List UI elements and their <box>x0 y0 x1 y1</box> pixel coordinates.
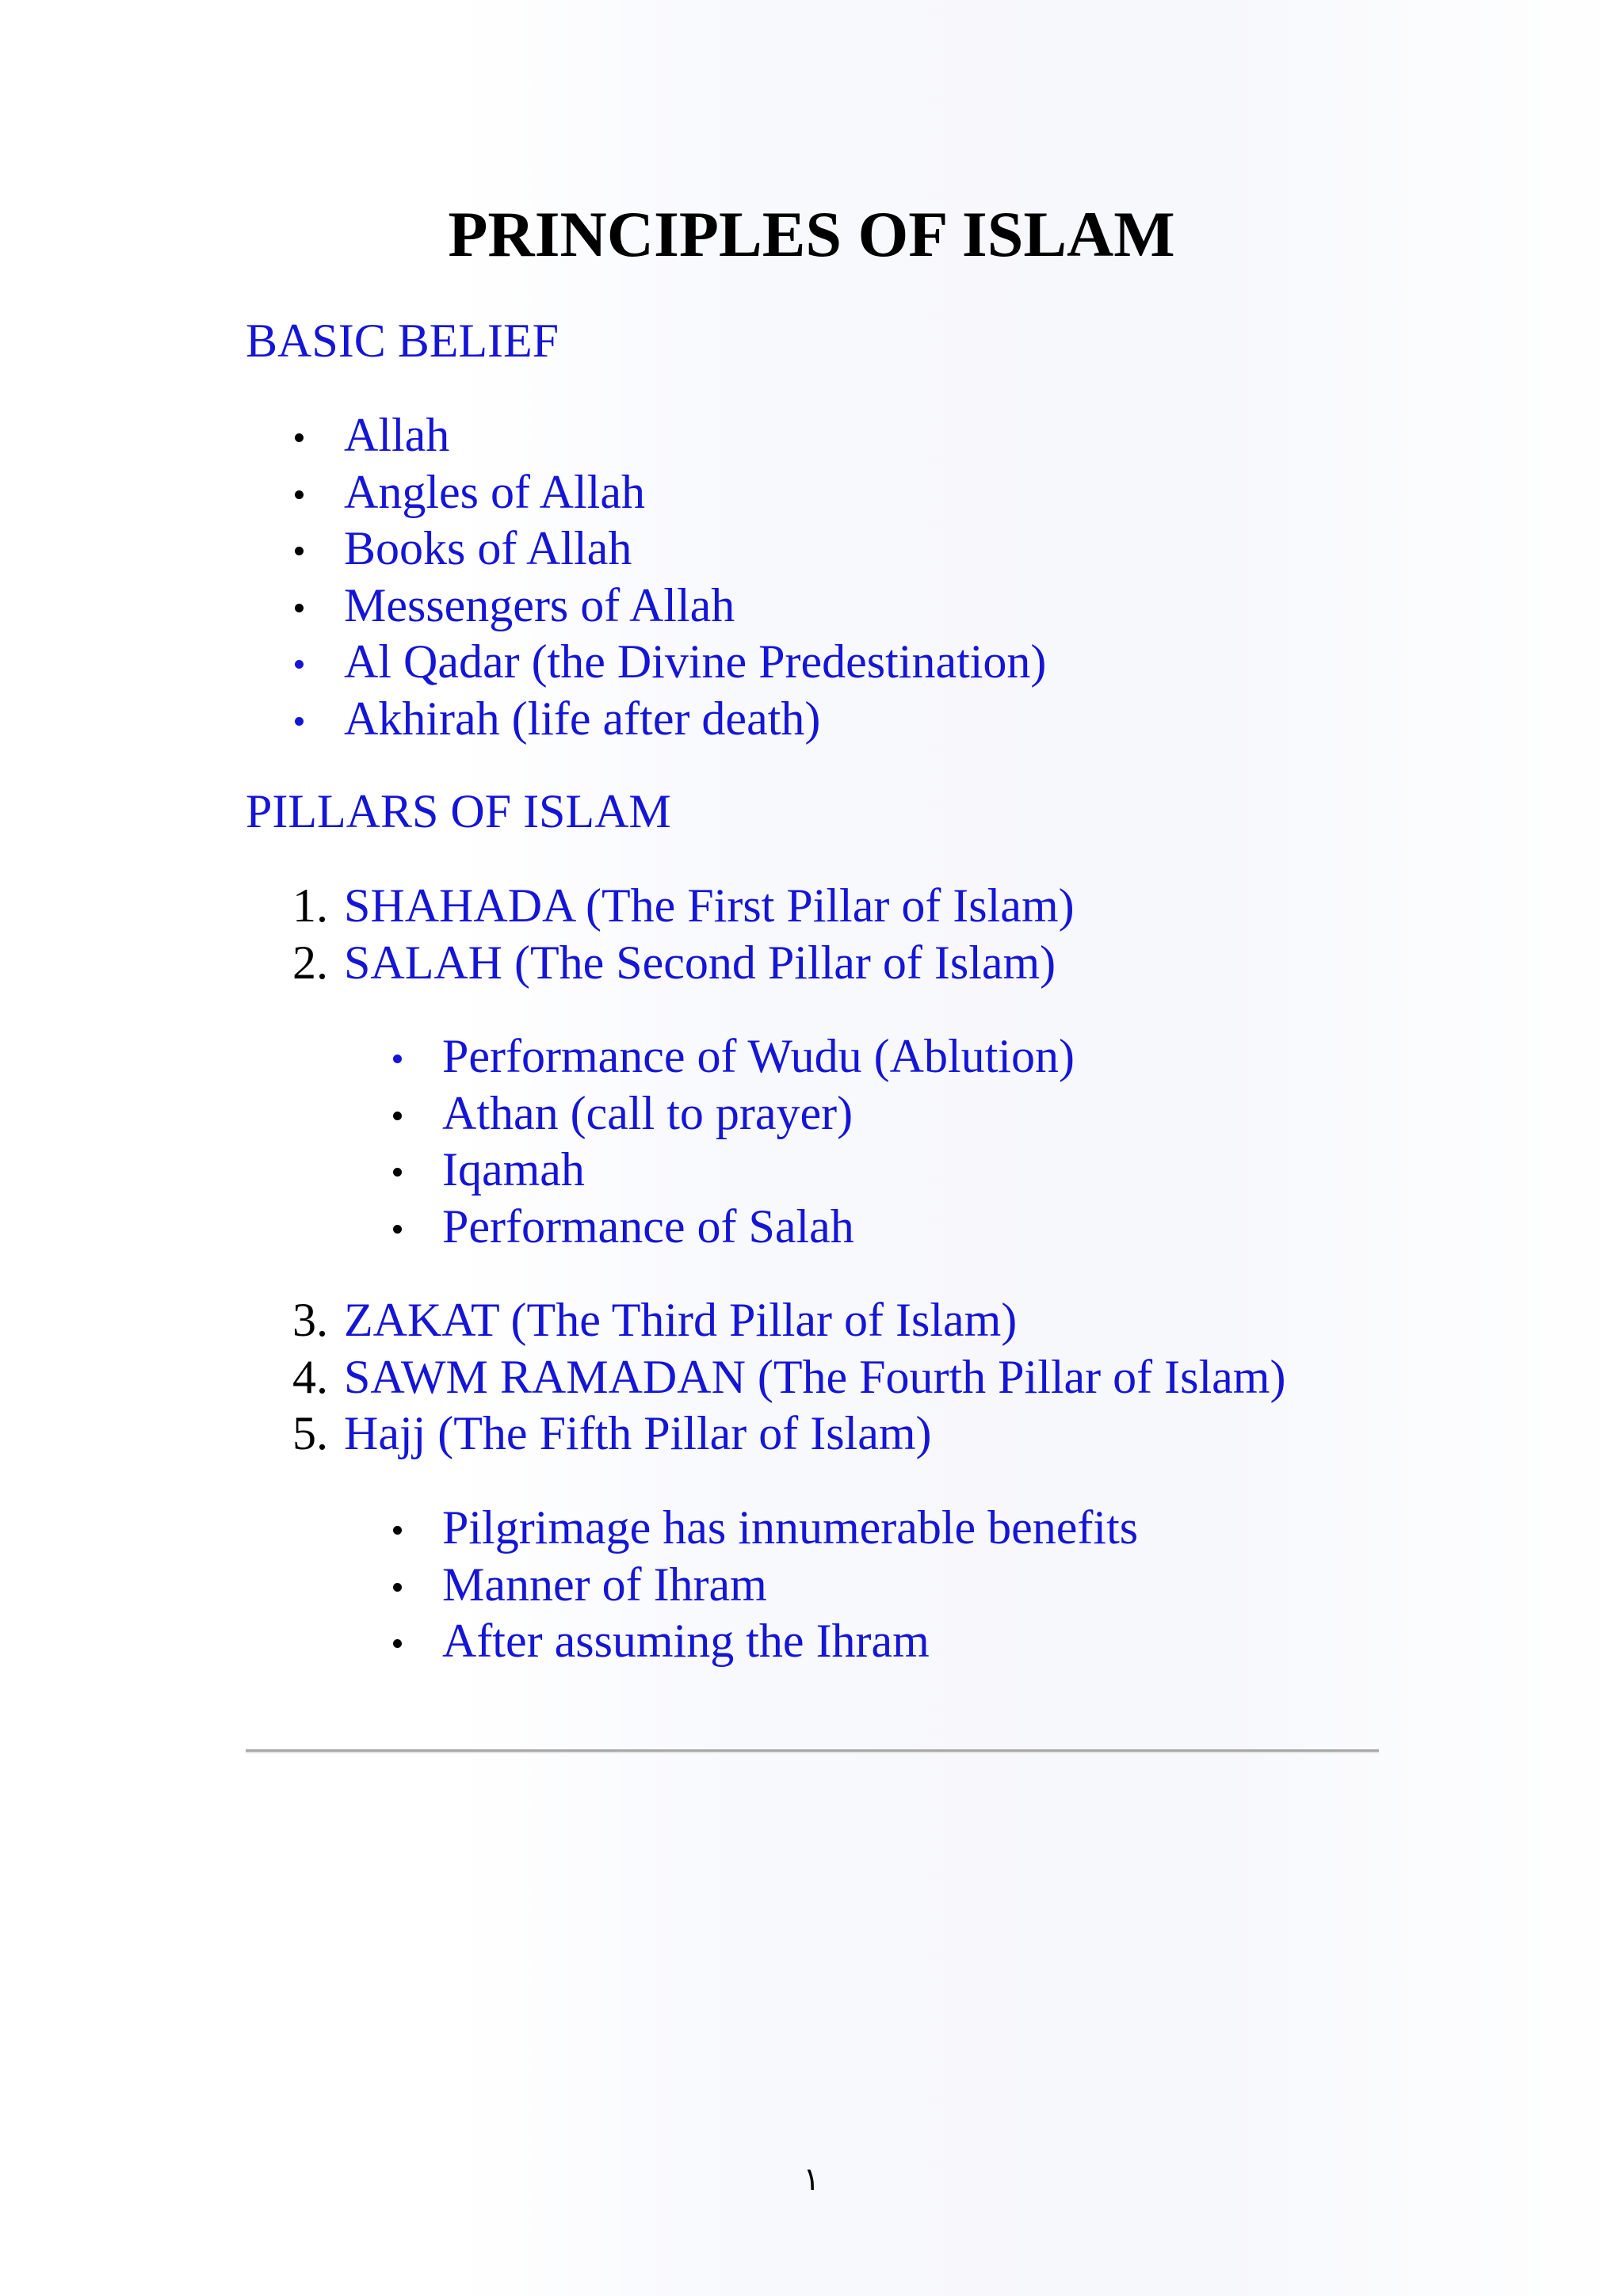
belief-link-allah[interactable]: Allah <box>344 409 450 461</box>
pillar-link-zakat[interactable]: ZAKAT (The Third Pillar of Islam) <box>344 1294 1018 1346</box>
pillar-link-shahada[interactable]: SHAHADA (The First Pillar of Islam) <box>344 879 1075 932</box>
bullet-icon <box>393 1055 402 1063</box>
belief-link-books[interactable]: Books of Allah <box>344 522 632 574</box>
salah-link-performance[interactable]: Performance of Salah <box>442 1199 854 1253</box>
bullet-icon <box>295 604 304 612</box>
belief-link-al-qadar[interactable]: Al Qadar (the Divine Predestination) <box>344 635 1047 688</box>
hajj-link-ihram[interactable]: Manner of Ihram <box>442 1558 767 1611</box>
bullet-icon <box>295 490 304 499</box>
belief-link-akhirah[interactable]: Akhirah (life after death) <box>344 692 821 745</box>
pillar-link-salah[interactable]: SALAH (The Second Pillar of Islam) <box>344 936 1056 989</box>
bullet-icon <box>393 1639 402 1648</box>
bullet-icon <box>295 717 304 726</box>
pillars-heading[interactable]: PILLARS OF ISLAM <box>246 785 671 837</box>
list-number: 3. <box>292 1294 328 1346</box>
horizontal-rule <box>246 1749 1379 1753</box>
bullet-icon <box>295 660 304 669</box>
list-number: 1. <box>292 879 328 932</box>
page-number: ١ <box>803 2161 820 2198</box>
bullet-icon <box>393 1583 402 1592</box>
bullet-icon <box>393 1112 402 1120</box>
page-title: PRINCIPLES OF ISLAM <box>448 198 1175 270</box>
hajj-link-benefits[interactable]: Pilgrimage has innumerable benefits <box>442 1501 1139 1554</box>
bullet-icon <box>295 433 304 442</box>
belief-link-angels[interactable]: Angles of Allah <box>344 465 645 518</box>
salah-link-wudu[interactable]: Performance of Wudu (Ablution) <box>442 1030 1075 1082</box>
list-number: 4. <box>292 1350 328 1403</box>
list-number: 2. <box>292 936 328 989</box>
bullet-icon <box>393 1526 402 1535</box>
basic-belief-heading[interactable]: BASIC BELIEF <box>246 315 559 367</box>
pillar-link-sawm[interactable]: SAWM RAMADAN (The Fourth Pillar of Islam) <box>344 1350 1286 1403</box>
pillar-link-hajj[interactable]: Hajj (The Fifth Pillar of Islam) <box>344 1407 932 1459</box>
salah-link-athan[interactable]: Athan (call to prayer) <box>442 1086 854 1139</box>
bullet-icon <box>393 1225 402 1234</box>
bullet-icon <box>295 547 304 555</box>
salah-link-iqamah[interactable]: Iqamah <box>442 1143 585 1196</box>
list-number: 5. <box>292 1407 328 1459</box>
bullet-icon <box>393 1168 402 1177</box>
belief-link-messengers[interactable]: Messengers of Allah <box>344 578 735 631</box>
hajj-link-after-ihram[interactable]: After assuming the Ihram <box>442 1615 930 1667</box>
